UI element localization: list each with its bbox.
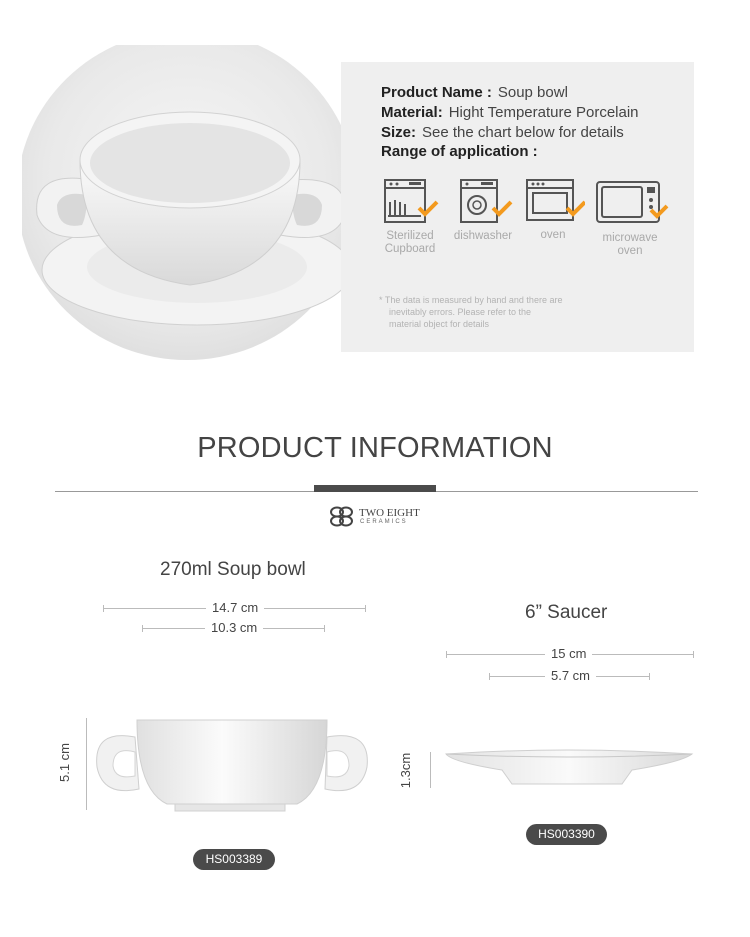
range-label: Range of application : [381, 143, 538, 160]
bowl-outer-width-label: 14.7 cm [206, 600, 264, 615]
soup-bowl-photo [22, 45, 362, 365]
brand-sub: CERAMICS [360, 519, 408, 525]
bowl-code-badge: HS003389 [193, 849, 275, 870]
range-row [381, 143, 538, 160]
saucer-height-label: 1.3cm [398, 752, 414, 789]
saucer-inner-width-label: 5.7 cm [545, 668, 596, 683]
saucer-outer-width-label: 15 cm [545, 646, 592, 661]
brand-mark-icon [329, 506, 355, 528]
material-value: Hight Temperature Porcelain [448, 104, 639, 121]
brand-name: TWO EIGHT [359, 507, 420, 519]
saucer-product-name: 6” Saucer [525, 602, 608, 623]
dim-tick [446, 651, 447, 658]
dim-tick [142, 625, 143, 632]
measurement-note [379, 294, 562, 330]
size-row [381, 124, 624, 141]
bowl-height-label: 5.1 cm [57, 742, 73, 783]
bowl-inner-width-label: 10.3 cm [205, 620, 263, 635]
bowl-side-view [95, 712, 375, 817]
spec-card [341, 62, 694, 352]
app-label-microwave [588, 232, 672, 258]
app-label-line: microwave [602, 232, 658, 244]
product-name-label: Product Name : [381, 84, 492, 101]
bowl-height-line [86, 718, 87, 810]
size-value: See the chart below for details [422, 124, 624, 141]
sterilized-cupboard-icon [383, 178, 439, 226]
dishwasher-icon [459, 178, 515, 226]
dim-tick [324, 625, 325, 632]
material-label: Material: [381, 104, 443, 121]
bowl-product-name: 270ml Soup bowl [160, 559, 306, 580]
note-line: * The data is measured by hand and there are [379, 295, 563, 305]
app-label-line: dishwasher [453, 230, 513, 242]
app-label-line: oven [540, 229, 566, 241]
microwave-oven-icon [595, 180, 669, 226]
product-name-value: Soup bowl [497, 84, 568, 101]
note-line: inevitably errors. Please refer to the [389, 307, 532, 317]
app-label-line: Cupboard [384, 243, 436, 255]
dim-tick [365, 605, 366, 612]
dim-tick [693, 651, 694, 658]
saucer-height-line [430, 752, 431, 788]
oven-icon [525, 178, 585, 226]
app-label-oven [511, 229, 595, 242]
saucer-code-badge: HS003390 [526, 824, 607, 845]
app-label-sterilized [368, 230, 452, 256]
dim-tick [103, 605, 104, 612]
note-line: material object for details [389, 319, 490, 329]
dim-tick [489, 673, 490, 680]
dim-tick [649, 673, 650, 680]
material-row [381, 104, 639, 121]
app-label-line: Sterilized [386, 230, 434, 242]
app-label-line: oven [617, 245, 643, 257]
saucer-side-view [444, 748, 694, 790]
divider-accent [314, 485, 436, 492]
section-title: PRODUCT INFORMATION [197, 432, 553, 464]
size-label: Size: [381, 124, 417, 141]
product-name-row [381, 84, 568, 101]
